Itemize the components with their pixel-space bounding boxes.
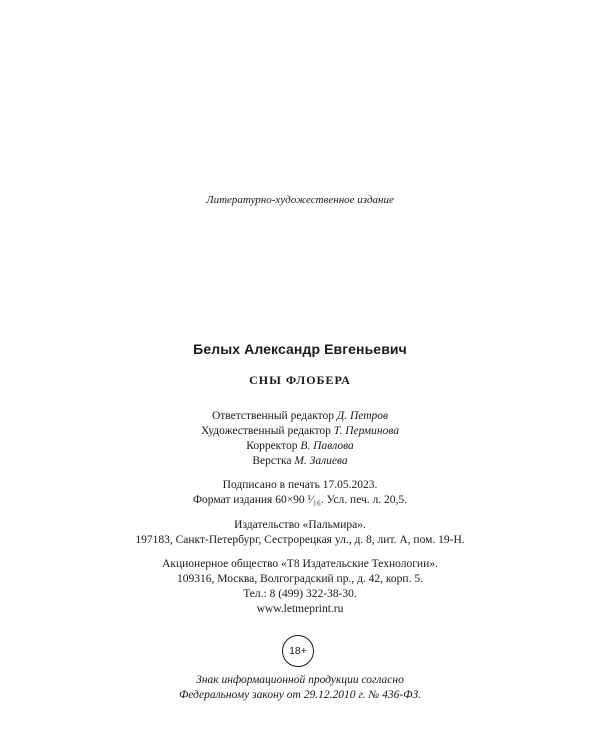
age-rating-badge: [282, 635, 314, 667]
age-rating-label: 18+: [289, 645, 307, 657]
credit-layout: [0, 454, 600, 468]
credit-person: М. Залиева: [294, 455, 348, 467]
credit-responsible-editor: [0, 409, 600, 423]
credit-person: Т. Перминова: [333, 425, 400, 437]
credit-proofreader: [0, 439, 600, 453]
credit-role: Художественный редактор: [200, 425, 331, 437]
credit-person: В. Павлова: [300, 440, 354, 452]
book-title: СНЫ ФЛОБЕРА: [249, 373, 351, 387]
print-format: Формат издания 60×90 ¹⁄₁₆. Усл. печ. л. 20,5.: [192, 494, 408, 506]
credit-person: Д. Петров: [336, 410, 389, 422]
age-note-line1: Знак информационной продукции согласно: [196, 674, 404, 686]
printer-phone: Тел.: 8 (499) 322-38-30.: [243, 588, 357, 600]
printer-name: Акционерное общество «Т8 Издательские Технологии».: [162, 558, 438, 570]
printer-website: www.letmeprint.ru: [256, 603, 344, 615]
credit-role: Верстка: [252, 455, 292, 467]
publisher-name: Издательство «Пальмира».: [234, 519, 366, 531]
edition-type: Литературно-художественное издание: [206, 194, 394, 206]
credit-role: Ответственный редактор: [211, 410, 335, 422]
publisher-address: 197183, Санкт-Петербург, Сестрорецкая ул., д. 8, лит. А, пом. 19-Н.: [135, 534, 465, 546]
printer-address: 109316, Москва, Волгоградский пр., д. 42, корп. 5.: [177, 573, 423, 585]
author-name: Белых Александр Евгеньевич: [193, 341, 407, 357]
credit-art-editor: [0, 424, 600, 438]
age-note-line2: Федеральному закону от 29.12.2010 г. № 436-ФЗ.: [178, 689, 422, 701]
credit-role: Корректор: [246, 440, 298, 452]
print-signed-date: Подписано в печать 17.05.2023.: [222, 479, 378, 491]
